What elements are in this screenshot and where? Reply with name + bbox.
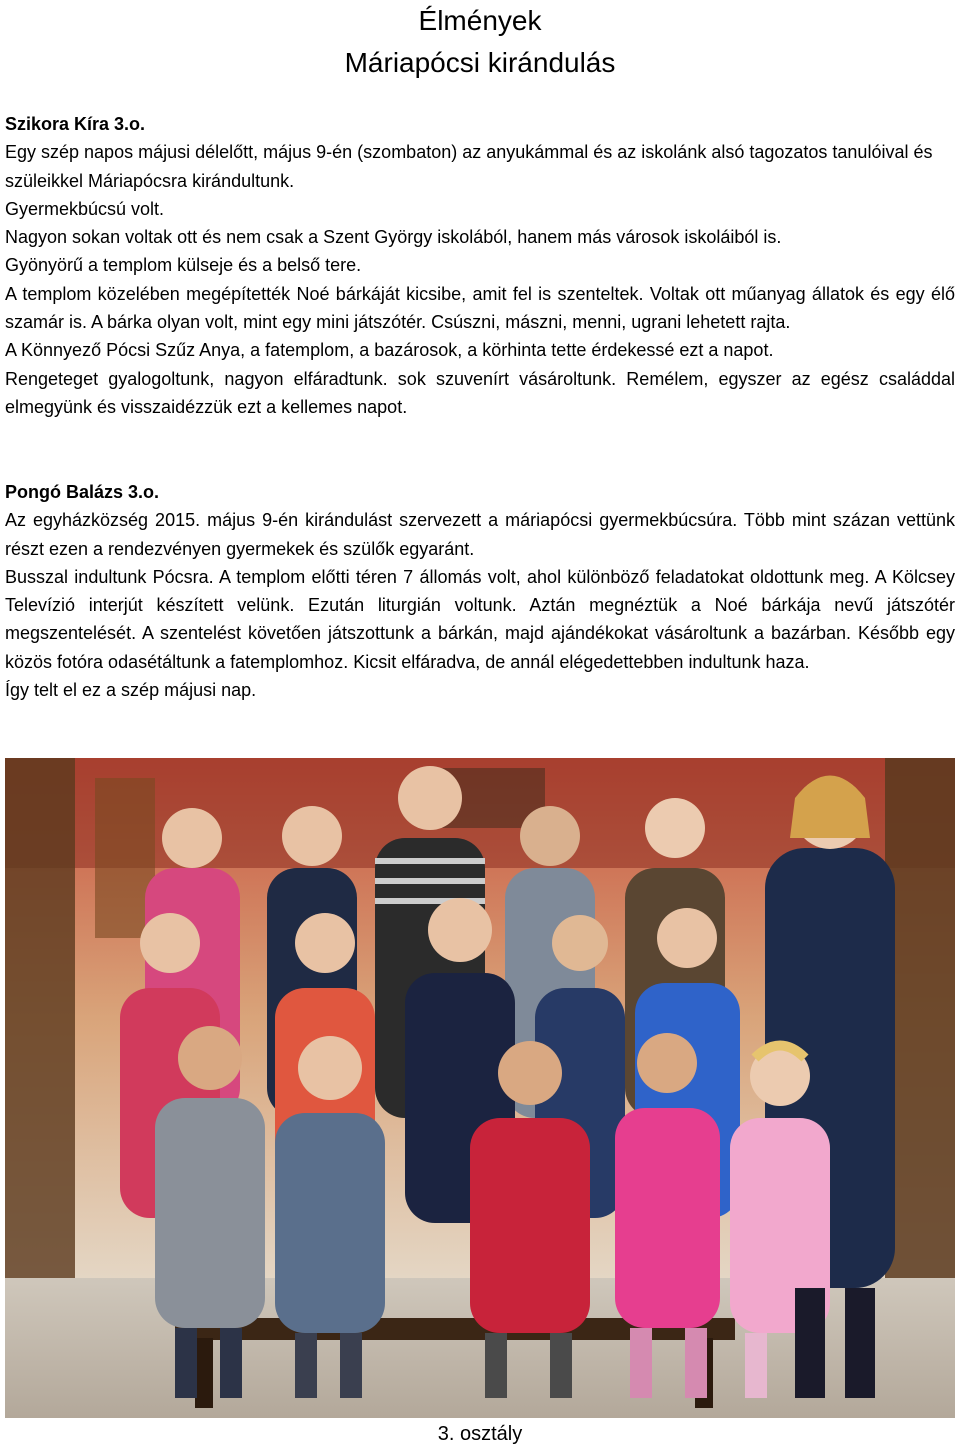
photo-caption: 3. osztály [437, 1423, 523, 1445]
author-name: Szikora Kíra 3.o. [5, 114, 146, 134]
paragraph: Az egyházközség 2015. május 9-én kirándulást szervezett a máriapócsi gyermekbúcsúra. Több mint százan vettünk részt ezen a rendezvényen gyermekek és szülők egyaránt. [5, 510, 955, 559]
class-group-photo [5, 758, 955, 1418]
article-section-2 [5, 478, 955, 704]
paragraph: Nagyon sokan voltak ott és nem csak a Szent György iskolából, hanem más városok iskoláiból is. [5, 227, 782, 248]
paragraph: Gyermekbúcsú volt. [5, 198, 165, 219]
paragraph: Busszal indultunk Pócsra. A templom előtti téren 7 állomás volt, ahol különböző feladatokat oldottunk meg. A Kölcsey Televízió interjút készített velünk. Ezután liturgián voltunk. Aztán megnéztük a Noé bárkája nevű játszótér megszentelését. A szentelést követően játszottunk a bárkán, majd ajándékokat vásároltunk a bazárban. Később egy közös fotóra odasétáltunk a fatemplomhoz. Kicsit elfáradva, de annál elégedettebben indultunk haza. [5, 566, 955, 672]
paragraph: Rengeteget gyalogoltunk, nagyon elfáradtunk. sok szuvenírt vásároltunk. Remélem, egyszer az egész családdal elmegyünk és visszaidézzük ezt a kellemes napot. [5, 368, 955, 417]
paragraph: Gyönyörű a templom külseje és a belső tere. [5, 255, 362, 276]
paragraph: A Könnyező Pócsi Szűz Anya, a fatemplom, a bazárosok, a körhinta tette érdekessé ezt a napot. [5, 340, 774, 361]
paragraph: Így telt el ez a szép májusi nap. [5, 680, 257, 701]
author-name: Pongó Balázs 3.o. [5, 482, 160, 502]
article-section-1 [5, 110, 955, 421]
page-title: Élmények [418, 5, 542, 36]
paragraph: Egy szép napos májusi délelőtt, május 9-én (szombaton) az anyukámmal és az iskolánk alsó tagozatos tanulóival és szüleikkel Máriapócsra kirándultunk. [5, 142, 933, 191]
group-photo-illustration [5, 758, 955, 1418]
page-subtitle: Máriapócsi kirándulás [344, 47, 616, 78]
paragraph: A templom közelében megépítették Noé bárkáját kicsibe, amit fel is szenteltek. Voltak ott műanyag állatok és egy élő szamár is. A bárka olyan volt, mint egy mini játszótér. Csúszni, mászni, menni, ugrani lehetett rajta. [5, 283, 955, 333]
